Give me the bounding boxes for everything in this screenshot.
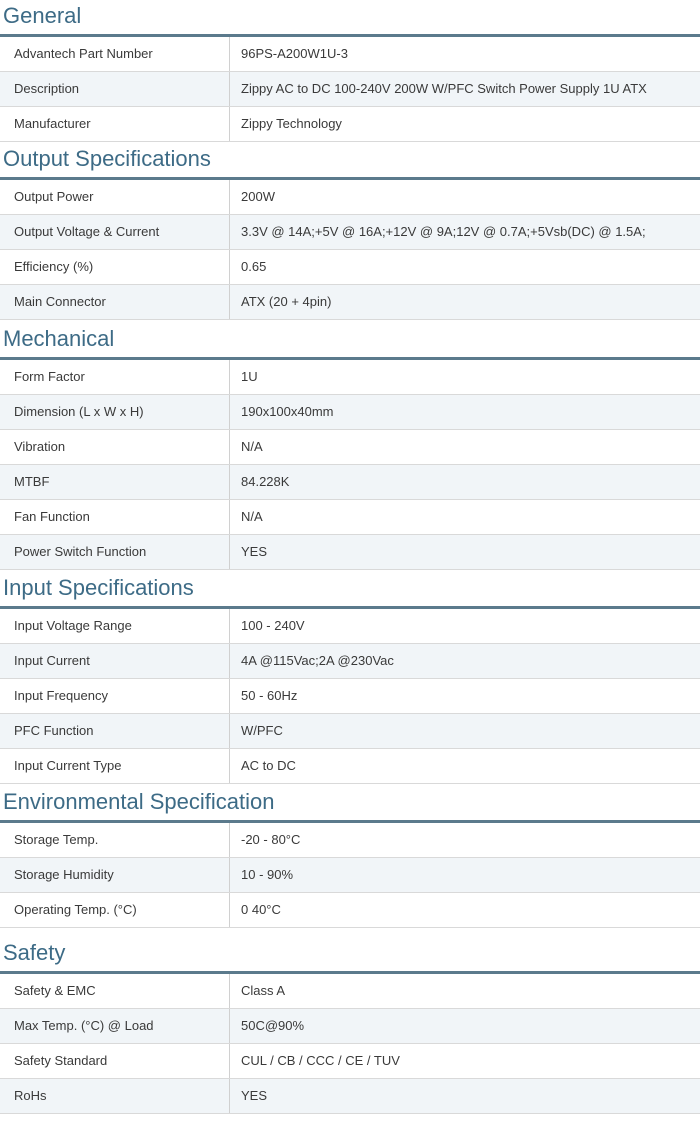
spec-value: W/PFC [229,714,700,748]
spec-value: 200W [229,180,700,214]
spec-row [0,535,700,570]
spec-label: Operating Temp. (°C) [14,902,137,917]
spec-value: N/A [229,430,700,464]
spec-value: 50C@90% [229,1009,700,1043]
spec-label: Input Voltage Range [14,618,132,633]
spec-value: YES [229,535,700,569]
section-title: Safety [3,940,66,965]
spec-row [0,107,700,142]
section-mechanical [0,323,700,570]
spec-label: Fan Function [14,509,90,524]
spec-value: 3.3V @ 14A;+5V @ 16A;+12V @ 9A;12V @ 0.7A;+5Vsb(DC) @ 1.5A; [229,215,700,249]
spec-label: Storage Temp. [14,832,99,847]
spec-value: 0 40°C [229,893,700,927]
spec-label: Safety Standard [14,1053,108,1068]
spec-label: Input Current Type [14,758,122,773]
spec-value: -20 - 80°C [229,823,700,857]
section-general [0,0,700,142]
spec-label: Storage Humidity [14,867,114,882]
spec-row [0,1009,700,1044]
section-title: Mechanical [3,326,115,351]
spec-label: Output Power [14,189,94,204]
spec-label: Vibration [14,439,66,454]
spec-value: ATX (20 + 4pin) [229,285,700,319]
spec-value: 1U [229,360,700,394]
spec-value: Class A [229,974,700,1008]
section-input-specifications [0,572,700,784]
spec-row [0,250,700,285]
section-title: Input Specifications [3,575,194,600]
spec-row [0,430,700,465]
spec-row [0,714,700,749]
spec-value: 50 - 60Hz [229,679,700,713]
spec-row [0,679,700,714]
spec-label: Main Connector [14,294,106,309]
spec-label: Dimension (L x W x H) [14,404,144,419]
spec-row [0,215,700,250]
spec-value: AC to DC [229,749,700,783]
spec-row [0,72,700,107]
spec-row [0,37,700,72]
spec-row [0,823,700,858]
spec-value: 190x100x40mm [229,395,700,429]
spec-label: Power Switch Function [14,544,147,559]
spec-value: CUL / CB / CCC / CE / TUV [229,1044,700,1078]
spec-row [0,609,700,644]
spec-label: MTBF [14,474,50,489]
spec-value: 96PS-A200W1U-3 [229,37,700,71]
spec-value: 10 - 90% [229,858,700,892]
spec-label: Description [14,81,80,96]
spec-label: Efficiency (%) [14,259,94,274]
spec-row [0,893,700,928]
spec-label: Input Current [14,653,90,668]
spec-value: YES [229,1079,700,1113]
spec-value: 4A @115Vac;2A @230Vac [229,644,700,678]
section-title: Environmental Specification [3,789,275,814]
spec-row [0,858,700,893]
spec-value: Zippy AC to DC 100-240V 200W W/PFC Switch Power Supply 1U ATX [229,72,700,106]
spec-label: Form Factor [14,369,85,384]
spec-label: Max Temp. (°C) @ Load [14,1018,154,1033]
spec-value: 0.65 [229,250,700,284]
section-title: Output Specifications [3,146,211,171]
spec-row [0,465,700,500]
section-title: General [3,3,82,28]
spec-label: Output Voltage & Current [14,224,160,239]
spec-row [0,180,700,215]
spec-row [0,395,700,430]
spec-label: PFC Function [14,723,94,738]
spec-label: Input Frequency [14,688,108,703]
spec-row [0,644,700,679]
spec-row [0,500,700,535]
spec-label: RoHs [14,1088,47,1103]
spec-value: 84.228K [229,465,700,499]
section-output-specifications [0,143,700,320]
section-environmental-specification [0,786,700,928]
spec-label: Safety & EMC [14,983,96,998]
section-safety [0,937,700,1114]
spec-row [0,749,700,784]
spec-row [0,1079,700,1114]
spec-row [0,974,700,1009]
spec-label: Advantech Part Number [14,46,153,61]
spec-row [0,360,700,395]
spec-value: Zippy Technology [229,107,700,141]
spec-value: N/A [229,500,700,534]
spec-row [0,285,700,320]
spec-label: Manufacturer [14,116,91,131]
spec-row [0,1044,700,1079]
spec-value: 100 - 240V [229,609,700,643]
